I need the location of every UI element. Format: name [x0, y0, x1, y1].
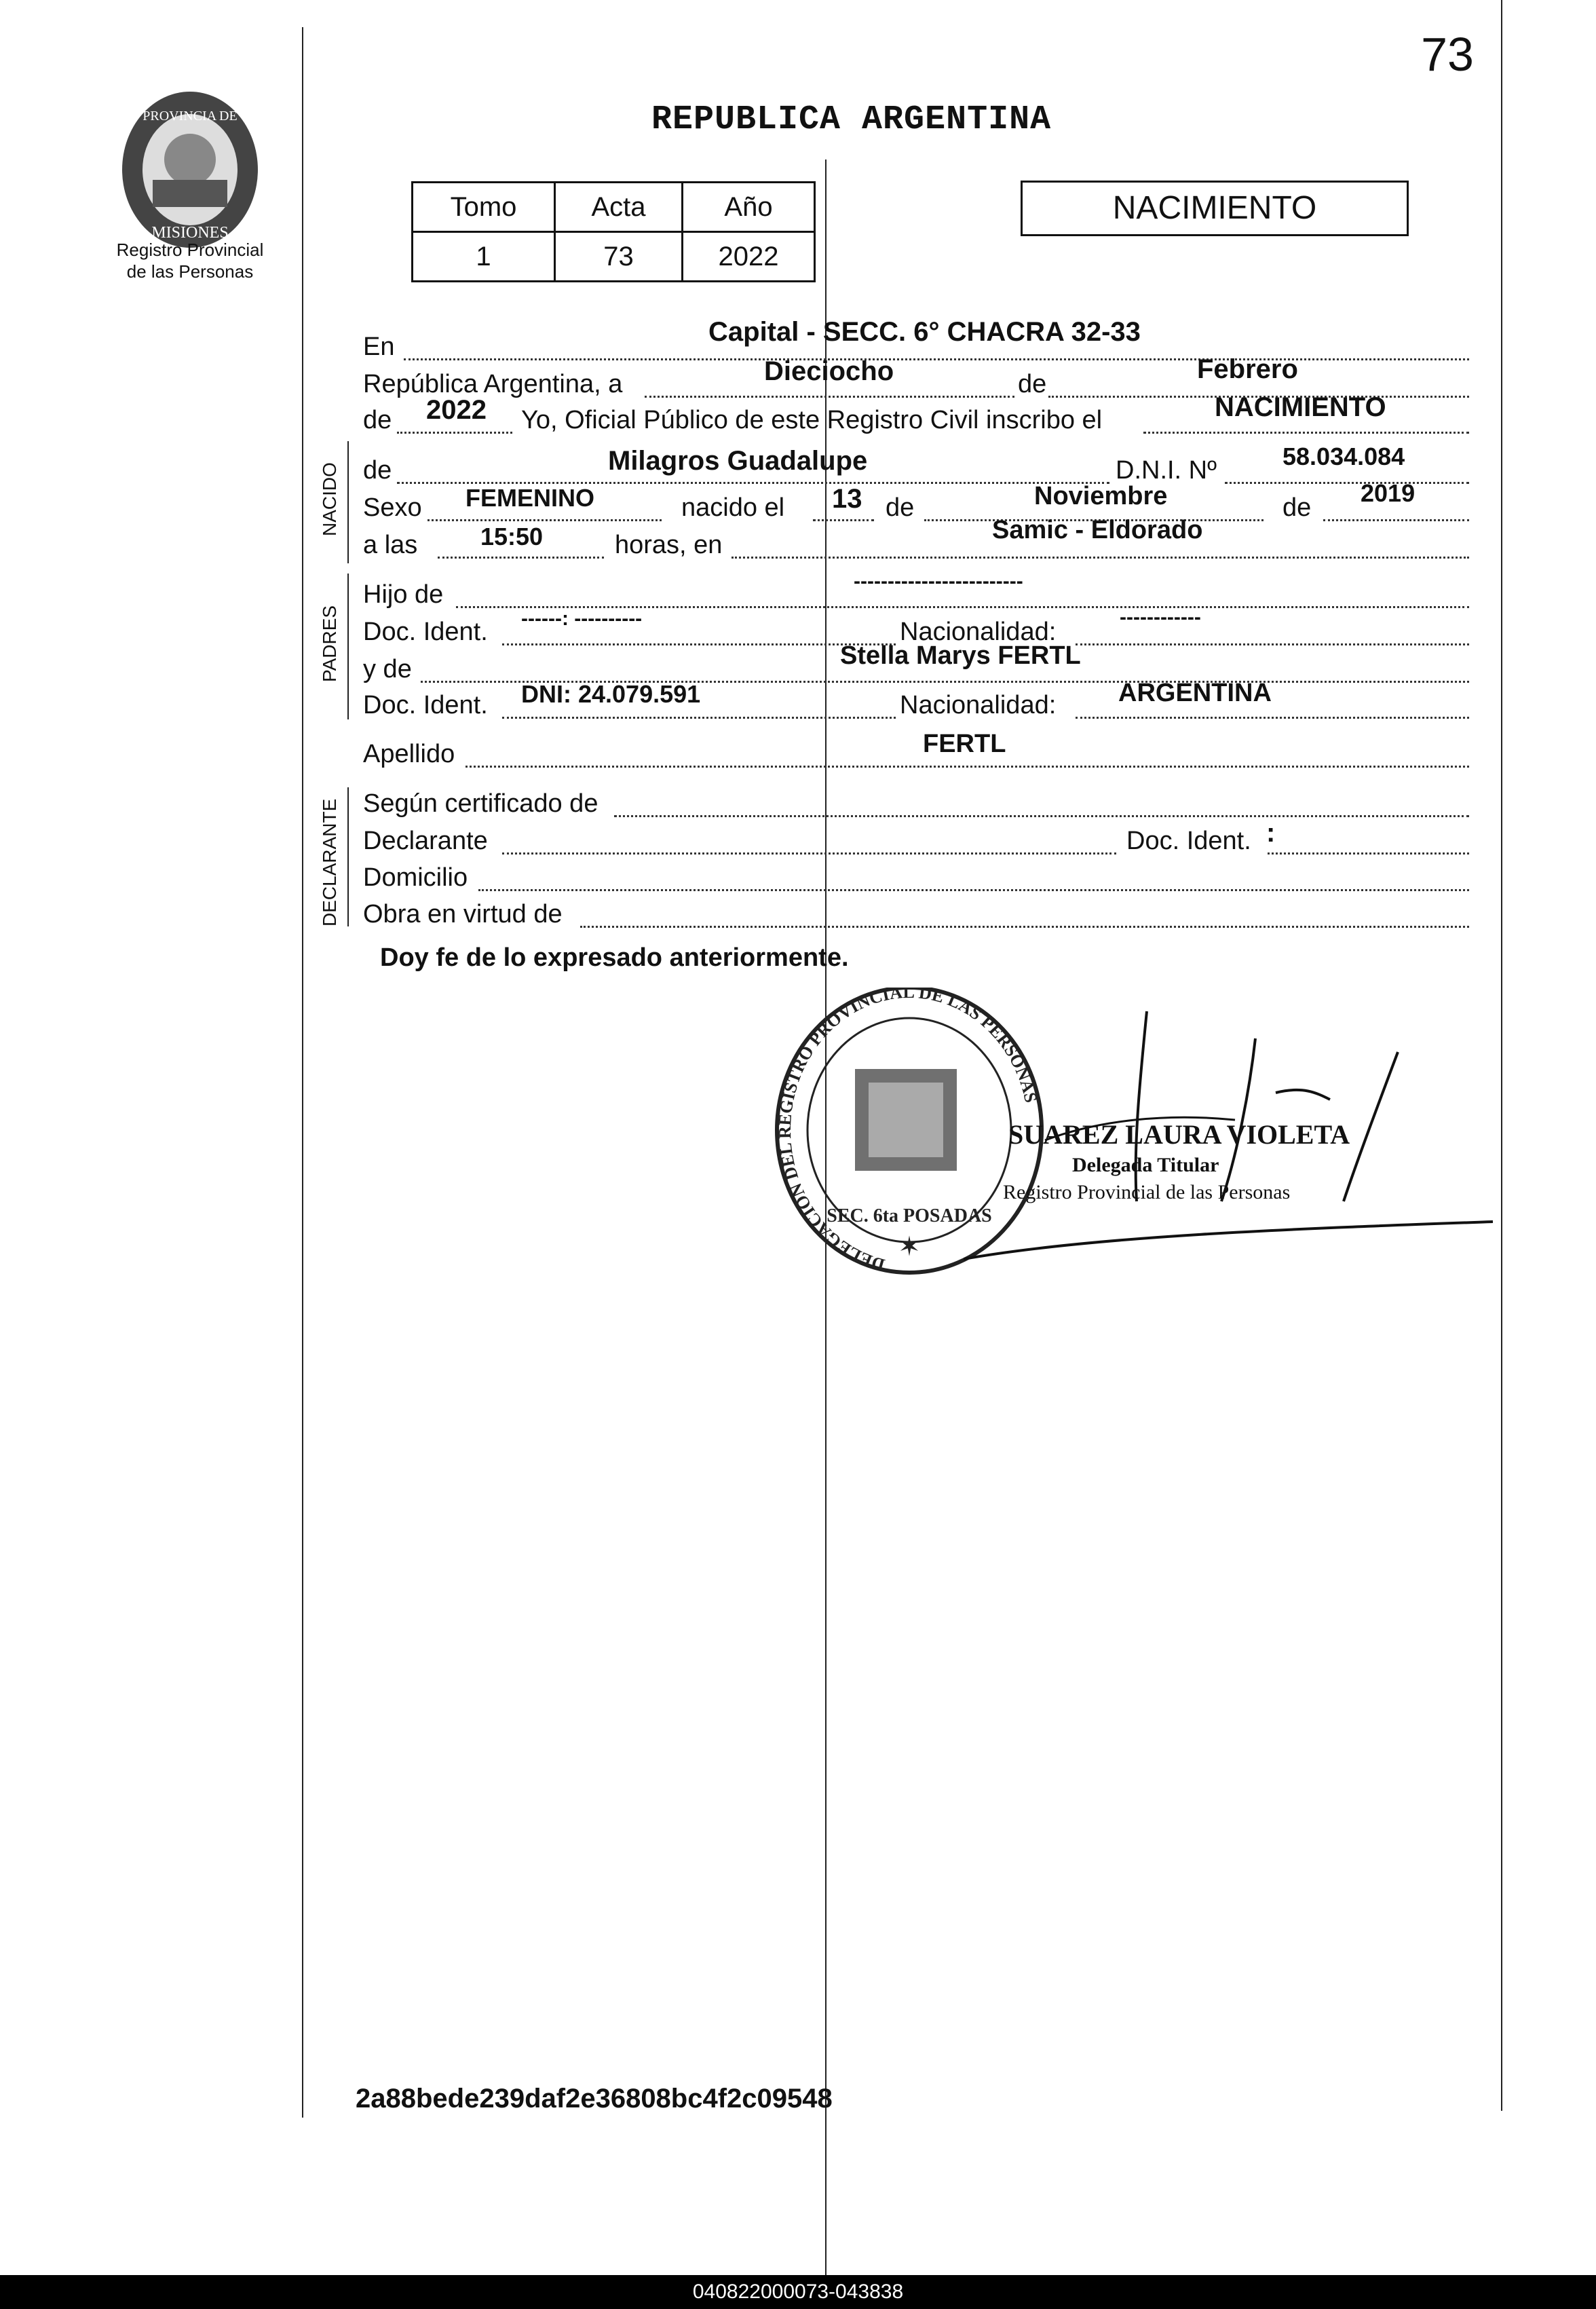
- declarante-bracket: [347, 787, 349, 926]
- dni-label: D.N.I. Nº: [1116, 456, 1217, 485]
- record-type-box: NACIMIENTO: [1021, 181, 1409, 236]
- domicilio-dotline: [478, 889, 1469, 891]
- nac1-value: ------------: [1120, 606, 1201, 628]
- apellido-value: FERTL: [923, 730, 1006, 758]
- dni-value: 58.034.084: [1282, 443, 1405, 470]
- nac-de2-label: de: [1282, 493, 1312, 522]
- obra-label: Obra en virtud de: [363, 900, 563, 928]
- lugar-value: Samic - Eldorado: [992, 516, 1203, 544]
- nac-dia-dotline: [813, 519, 874, 521]
- en-dotline: [404, 358, 1469, 360]
- left-margin-line: [302, 27, 303, 2118]
- doc1-value: ------: ----------: [521, 607, 643, 630]
- madre-value: Stella Marys FERTL: [840, 641, 1081, 670]
- seal-top-text: PROVINCIA DE: [142, 109, 238, 124]
- doc2-value: DNI: 24.079.591: [521, 680, 701, 708]
- declarante-side-label: DECLARANTE: [319, 798, 340, 926]
- nac-anio-dotline: [1323, 519, 1469, 521]
- apellido-label: Apellido: [363, 740, 455, 768]
- nac-anio-value: 2019: [1361, 479, 1416, 507]
- table-header-anio: Año: [683, 183, 815, 232]
- domicilio-label: Domicilio: [363, 863, 468, 892]
- doc2-label: Doc. Ident.: [363, 691, 488, 719]
- signer-role: Delegada Titular: [1072, 1154, 1219, 1176]
- doc1-label: Doc. Ident.: [363, 618, 488, 646]
- apellido-dotline: [466, 766, 1469, 768]
- doc3-dotline: [1268, 852, 1469, 855]
- dni-dotline: [1225, 482, 1469, 484]
- nacido-side-label: NACIDO: [319, 462, 340, 536]
- nac2-value: ARGENTINA: [1118, 679, 1272, 707]
- header-title: REPUBLICA ARGENTINA: [651, 100, 1052, 139]
- declarante-dotline: [502, 852, 1116, 855]
- anio-value: 2022: [426, 395, 487, 425]
- doc3-label: Doc. Ident.: [1126, 827, 1251, 855]
- padres-side-label: PADRES: [319, 605, 340, 682]
- horas-en-label: horas, en: [615, 531, 723, 559]
- table-header-tomo: Tomo: [413, 183, 555, 232]
- republica-label: República Argentina, a: [363, 370, 623, 398]
- stamp-ring-text: DELEGACION DEL REGISTRO PROVINCIAL DE LAS PERSONAS: [774, 988, 1042, 1275]
- registry-label: Registro Provincial de las Personas: [116, 240, 264, 282]
- alas-label: a las: [363, 531, 418, 559]
- table-value-tomo: 1: [413, 232, 555, 282]
- sexo-dotline: [428, 519, 662, 521]
- doc3-value: :: [1266, 818, 1276, 848]
- doc2-dotline: [502, 717, 896, 719]
- acta-table: [411, 181, 816, 282]
- nombre-label: de: [363, 456, 392, 485]
- dia-dotline: [645, 396, 1014, 398]
- mes-value: Febrero: [1197, 354, 1298, 384]
- nac1-dotline: [1076, 643, 1469, 645]
- en-value: Capital - SECC. 6° CHACRA 32-33: [708, 317, 1141, 347]
- nacido-el-label: nacido el: [681, 493, 785, 522]
- stamp-star-icon: ✶: [898, 1232, 921, 1262]
- oficial-text: Yo, Oficial Público de este Registro Civil inscribo el: [521, 406, 1103, 434]
- sexo-value: FEMENINO: [466, 484, 595, 512]
- nacido-bracket: [347, 441, 349, 563]
- sexo-label: Sexo: [363, 493, 422, 522]
- signer-registry: Registro Provincial de las Personas: [1003, 1181, 1291, 1203]
- hora-dotline: [438, 557, 604, 559]
- nombre-value: Milagros Guadalupe: [608, 446, 868, 476]
- hora-value: 15:50: [480, 523, 544, 550]
- inscribo-value: NACIMIENTO: [1215, 392, 1386, 422]
- document-hash: 2a88bede239daf2e36808bc4f2c09548: [356, 2084, 833, 2114]
- nac-de1-label: de: [886, 493, 915, 522]
- nac1-label: Nacionalidad:: [900, 618, 1057, 646]
- yde-label: y de: [363, 655, 412, 683]
- hijo-value: -------------------------: [854, 570, 1023, 593]
- closing-statement: Doy fe de lo expresado anteriormente.: [380, 943, 849, 972]
- stamp-center-text: SEC. 6ta POSADAS: [826, 1205, 992, 1226]
- dia-value: Dieciocho: [764, 356, 894, 386]
- anio-label: de: [363, 406, 392, 434]
- page-number: 73: [1421, 28, 1474, 81]
- registry-seal-logo: [112, 85, 268, 255]
- inscribo-dotline: [1143, 432, 1469, 434]
- hijo-label: Hijo de: [363, 580, 444, 609]
- seal-bottom-text: MISIONES: [151, 224, 229, 242]
- en-label: En: [363, 333, 395, 361]
- table-value-acta: 73: [555, 232, 683, 282]
- nac-mes-value: Noviembre: [1034, 482, 1168, 510]
- lugar-dotline: [732, 557, 1469, 559]
- table-value-anio: 2022: [683, 232, 815, 282]
- anio-dotline: [397, 432, 512, 434]
- padres-bracket: [347, 574, 349, 719]
- table-header-acta: Acta: [555, 183, 683, 232]
- nac-dia-value: 13: [832, 484, 862, 514]
- signer-name: SUAREZ LAURA VIOLETA: [1008, 1119, 1350, 1150]
- doc1-dotline: [502, 643, 896, 645]
- nac2-dotline: [1076, 717, 1469, 719]
- nac2-label: Nacionalidad:: [900, 691, 1057, 719]
- segun-dotline: [614, 815, 1469, 817]
- obra-dotline: [580, 926, 1469, 928]
- segun-label: Según certificado de: [363, 789, 598, 818]
- de-label: de: [1018, 370, 1047, 398]
- footer-code-bar: 040822000073-043838: [0, 2275, 1596, 2309]
- declarante-label: Declarante: [363, 827, 488, 855]
